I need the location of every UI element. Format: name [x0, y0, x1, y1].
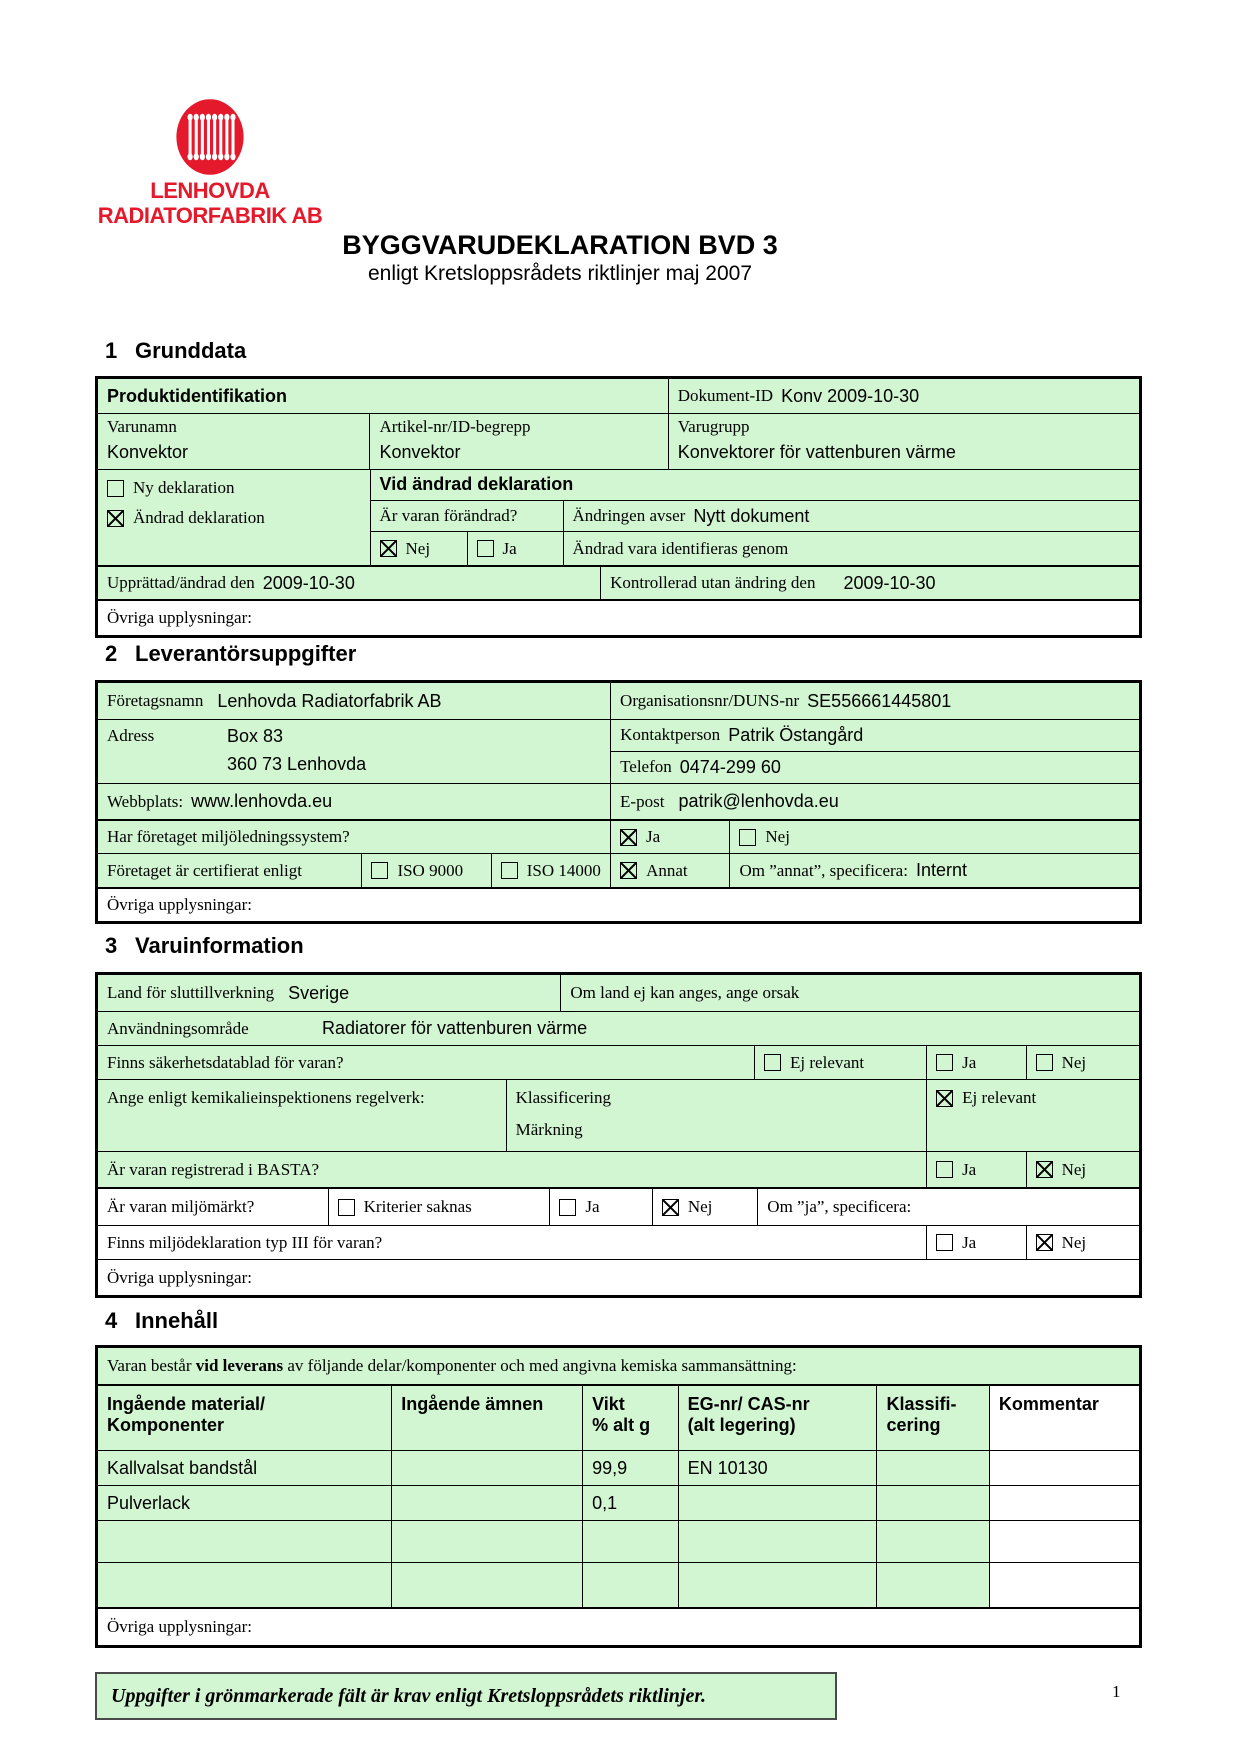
forandrad-nej-label: Nej — [405, 538, 431, 558]
miljomarkt-label: Är varan miljömärkt? — [107, 1197, 255, 1216]
kriterier-saknas-label: Kriterier saknas — [363, 1197, 472, 1216]
dokument-id-value: Konv 2009-10-30 — [781, 385, 920, 406]
andrad-deklaration-label: Ändrad deklaration — [133, 508, 265, 527]
upprattad-label: Upprättad/ändrad den — [107, 573, 255, 592]
om-annat-value: Internt — [915, 860, 967, 880]
basta-nej-label: Nej — [1061, 1159, 1087, 1179]
company-logo — [90, 96, 330, 228]
section-1-title: Grunddata — [135, 338, 247, 363]
sakerhetsdatablad-label: Finns säkerhetsdatablad för varan? — [107, 1052, 344, 1072]
annat-label: Annat — [646, 860, 688, 880]
checkbox-miljodeklaration-ja[interactable] — [936, 1234, 953, 1251]
land-value: Sverige — [288, 982, 350, 1003]
col-header-klassificering: Klassifi- cering — [886, 1394, 957, 1435]
checkbox-sdb-nej[interactable] — [1036, 1054, 1053, 1071]
foretagsnamn-value: Lenhovda Radiatorfabrik AB — [217, 690, 442, 711]
checkbox-miljoledning-nej[interactable] — [739, 829, 756, 846]
miljodeklaration-label: Finns miljödeklaration typ III för varan? — [107, 1232, 383, 1252]
iso9000-label: ISO 9000 — [397, 860, 464, 880]
sdb-nej-label: Nej — [1061, 1052, 1087, 1072]
adress-value-line1: Box 83 — [227, 726, 284, 746]
page-number: 1 — [1112, 1682, 1121, 1701]
webbplats-label: Webbplats: — [107, 791, 184, 811]
document-title-block — [280, 230, 840, 288]
footer-note-text: Uppgifter i grönmarkerade fält är krav enligt Kretsloppsrådets riktlinjer. — [111, 1684, 707, 1707]
epost-value: patrik@lenhovda.eu — [678, 791, 839, 811]
section-3-heading — [105, 933, 304, 959]
checkbox-iso14000[interactable] — [501, 862, 518, 879]
ovriga-upplysningar-4: Övriga upplysningar: — [107, 1617, 252, 1636]
col-header-amnen: Ingående ämnen — [401, 1394, 544, 1414]
miljoledningssystem-label: Har företaget miljöledningssystem? — [107, 827, 350, 846]
kemikalie-ej-relevant-label: Ej relevant — [962, 1088, 1037, 1107]
checkbox-kriterier-saknas[interactable] — [338, 1199, 355, 1216]
anvandningsomrade-value: Radiatorer för vattenburen värme — [322, 1018, 588, 1038]
section-3-title: Varuinformation — [135, 933, 304, 958]
adress-value-line2: 360 73 Lenhovda — [227, 754, 367, 774]
kontaktperson-value: Patrik Östangård — [728, 724, 864, 745]
om-ja-specificera-label: Om ”ja”, specificera: — [767, 1197, 912, 1216]
innehall-intro: Varan består vid leverans av följande delar/komponenter och med angivna kemiska sammansättning: — [107, 1356, 797, 1375]
checkbox-basta-ja[interactable] — [936, 1161, 953, 1178]
section-4-title: Innehåll — [135, 1308, 219, 1333]
checkbox-forandrad-nej[interactable] — [380, 540, 397, 557]
checkbox-iso9000[interactable] — [371, 862, 388, 879]
varunamn-label: Varunamn — [107, 417, 177, 436]
section-1-heading — [105, 338, 246, 364]
material-cell: Pulverlack — [107, 1492, 191, 1513]
checkbox-annat[interactable] — [620, 862, 637, 879]
telefon-value: 0474-299 60 — [679, 756, 781, 777]
checkbox-miljomarkt-ja[interactable] — [559, 1199, 576, 1216]
miljomarkt-nej-label: Nej — [687, 1197, 713, 1216]
leverantorsuppgifter-table — [95, 680, 1142, 924]
artikelnr-value: Konvektor — [379, 442, 461, 462]
checkbox-sdb-ja[interactable] — [936, 1054, 953, 1071]
varugrupp-label: Varugrupp — [677, 417, 750, 436]
ovriga-upplysningar-2: Övriga upplysningar: — [107, 895, 252, 914]
vikt-cell: 99,9 — [592, 1457, 628, 1478]
telefon-label: Telefon — [620, 757, 672, 777]
col-header-material: Ingående material/ Komponenter — [107, 1394, 266, 1435]
basta-ja-label: Ja — [962, 1159, 977, 1179]
section-2-number: 2 — [105, 641, 118, 666]
foretagsnamn-label: Företagsnamn — [107, 691, 204, 710]
material-row-2 — [98, 1485, 1139, 1520]
document-title: BYGGVARUDEKLARATION BVD 3 — [342, 230, 778, 260]
radiator-logo-icon — [168, 96, 252, 178]
om-land-label: Om land ej kan anges, ange orsak — [570, 983, 800, 1002]
company-name-line1: LENHOVDA — [150, 178, 270, 203]
section-1-number: 1 — [105, 338, 118, 363]
col-header-eg-nr: EG-nr/ CAS-nr (alt legering) — [687, 1394, 810, 1435]
footer-note-box — [95, 1672, 837, 1720]
varunamn-value: Konvektor — [107, 442, 189, 462]
webbplats-value: www.lenhovda.eu — [191, 791, 333, 811]
markning-label: Märkning — [515, 1120, 583, 1139]
checkbox-miljodeklaration-nej[interactable] — [1036, 1234, 1053, 1251]
checkbox-andrad-deklaration[interactable] — [107, 510, 124, 527]
checkbox-miljomarkt-nej[interactable] — [662, 1199, 679, 1216]
land-label: Land för sluttillverkning — [107, 983, 275, 1002]
sdb-ej-relevant-label: Ej relevant — [790, 1052, 865, 1072]
material-row-4 — [98, 1562, 1139, 1607]
col-header-vikt: Vikt % alt g — [592, 1394, 651, 1435]
forandrad-ja-label: Ja — [502, 538, 517, 558]
grunddata-table — [95, 376, 1142, 638]
anvandningsomrade-label: Användningsområde — [107, 1018, 249, 1038]
section-2-heading — [105, 641, 356, 667]
miljodeklaration-ja-label: Ja — [962, 1232, 977, 1252]
section-3-number: 3 — [105, 933, 118, 958]
document-subtitle: enligt Kretsloppsrådets riktlinjer maj 2007 — [367, 262, 753, 285]
miljoledning-nej-label: Nej — [765, 827, 790, 846]
orgnr-label: Organisationsnr/DUNS-nr — [620, 691, 800, 710]
andrad-vara-identifieras-label: Ändrad vara identifieras genom — [572, 538, 789, 558]
section-4-heading — [105, 1308, 218, 1334]
upprattad-value: 2009-10-30 — [262, 572, 355, 593]
iso14000-label: ISO 14000 — [526, 860, 601, 880]
vikt-cell: 0,1 — [592, 1492, 618, 1513]
ovriga-upplysningar-3: Övriga upplysningar: — [107, 1267, 252, 1287]
checkbox-basta-nej[interactable] — [1036, 1161, 1053, 1178]
andringen-avser-value: Nytt dokument — [693, 505, 810, 526]
section-4-number: 4 — [105, 1308, 118, 1333]
checkbox-forandrad-ja[interactable] — [477, 540, 494, 557]
kemikalieinspektionen-label: Ange enligt kemikalieinspektionens regelverk: — [107, 1088, 425, 1107]
kontaktperson-label: Kontaktperson — [620, 725, 721, 745]
om-annat-label: Om ”annat”, specificera: — [739, 860, 908, 880]
adress-label: Adress — [107, 726, 155, 745]
material-row-3 — [98, 1520, 1139, 1562]
vid-andrad-deklaration-header: Vid ändrad deklaration — [379, 474, 574, 495]
orgnr-value: SE556661445801 — [807, 690, 952, 711]
epost-label: E-post — [620, 791, 665, 811]
checkbox-sdb-ej-relevant[interactable] — [764, 1054, 781, 1071]
section-2-title: Leverantörsuppgifter — [135, 641, 357, 666]
ar-varan-forandrad-label: Är varan förändrad? — [379, 506, 518, 526]
checkbox-kemikalie-ej-relevant[interactable] — [936, 1090, 953, 1107]
varugrupp-value: Konvektorer för vattenburen värme — [677, 442, 956, 462]
eg-nr-cell: EN 10130 — [687, 1457, 768, 1478]
basta-label: Är varan registrerad i BASTA? — [107, 1159, 320, 1179]
certifierat-label: Företaget är certifierat enligt — [107, 860, 302, 880]
material-row-1 — [98, 1450, 1139, 1485]
company-name-line2: RADIATORFABRIK AB — [97, 203, 323, 228]
klassificering-label: Klassificering — [515, 1088, 611, 1107]
ny-deklaration-label: Ny deklaration — [133, 478, 235, 497]
checkbox-miljoledning-ja[interactable] — [620, 829, 637, 846]
col-header-kommentar: Kommentar — [998, 1394, 1099, 1414]
miljomarkt-ja-label: Ja — [585, 1197, 600, 1216]
ovriga-upplysningar-1: Övriga upplysningar: — [107, 608, 252, 627]
kontrollerad-value: 2009-10-30 — [843, 572, 936, 593]
sdb-ja-label: Ja — [962, 1052, 977, 1072]
varuinformation-table — [95, 972, 1142, 1298]
innehall-table — [95, 1345, 1142, 1648]
miljoledning-ja-label: Ja — [645, 827, 661, 846]
dokument-id-label: Dokument-ID — [677, 386, 774, 405]
artikelnr-label: Artikel-nr/ID-begrepp — [379, 417, 531, 436]
produktidentifikation-header: Produktidentifikation — [107, 385, 287, 406]
material-cell: Kallvalsat bandstål — [107, 1457, 258, 1478]
andringen-avser-label: Ändringen avser — [572, 506, 686, 526]
checkbox-ny-deklaration[interactable] — [107, 480, 124, 497]
miljodeklaration-nej-label: Nej — [1061, 1232, 1087, 1252]
kontrollerad-label: Kontrollerad utan ändring den — [610, 573, 816, 592]
